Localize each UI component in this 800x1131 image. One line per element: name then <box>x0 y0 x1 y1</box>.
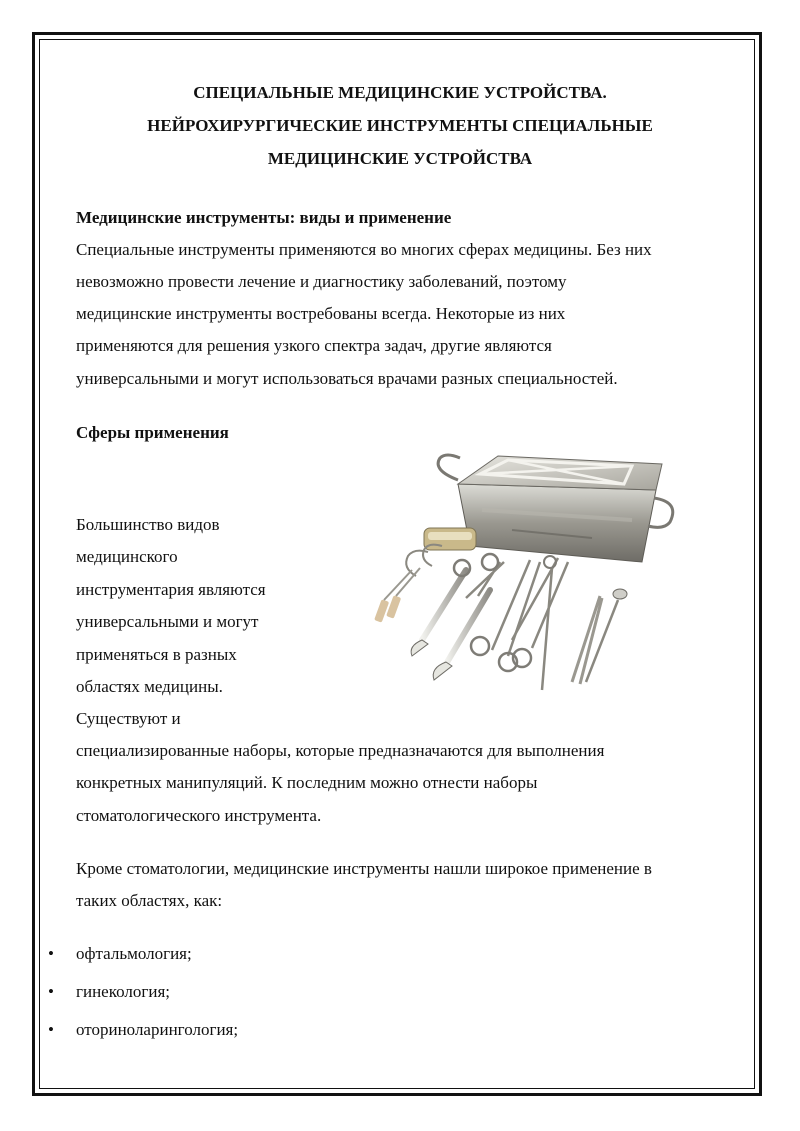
section-heading-instruments: Медицинские инструменты: виды и применение <box>76 208 452 227</box>
paragraph-line: таких областях, как: <box>76 891 223 910</box>
paragraph-line: областях медицины. <box>76 677 223 696</box>
title-line-3: МЕДИЦИНСКИЕ УСТРОЙСТВА <box>267 149 533 168</box>
paragraph-line: Существуют и <box>76 709 181 728</box>
paragraph-line: медицинского <box>76 547 178 566</box>
surgical-instruments-photo <box>362 450 678 698</box>
paragraph-line: универсальными и могут использоваться врачами разных специальностей. <box>76 369 618 388</box>
bullet-icon: • <box>48 982 54 1001</box>
paragraph-line: специализированные наборы, которые предназначаются для выполнения <box>76 741 605 760</box>
paragraph-line: стоматологического инструмента. <box>76 806 322 825</box>
page-title <box>60 76 740 175</box>
bullet-icon: • <box>48 944 54 963</box>
paragraph-line: применяться в разных <box>76 645 237 664</box>
paragraph-line: Специальные инструменты применяются во многих сферах медицины. Без них <box>76 240 652 259</box>
paragraph-line: инструментария являются <box>76 580 266 599</box>
title-line-2: НЕЙРОХИРУРГИЧЕСКИЕ ИНСТРУМЕНТЫ СПЕЦИАЛЬНЫЕ <box>147 116 653 135</box>
section-heading-spheres: Сферы применения <box>76 423 229 442</box>
list-item: офтальмология; <box>76 944 192 963</box>
paragraph-line: невозможно провести лечение и диагностику заболеваний, поэтому <box>76 272 567 291</box>
list-item: оториноларингология; <box>76 1020 239 1039</box>
paragraph-line: медицинские инструменты востребованы всегда. Некоторые из них <box>76 304 566 323</box>
paragraph-line: универсальными и могут <box>76 612 259 631</box>
paragraph-line: Большинство видов <box>76 515 220 534</box>
bullet-icon: • <box>48 1020 54 1039</box>
paragraph-line: Кроме стоматологии, медицинские инструменты нашли широкое применение в <box>76 859 652 878</box>
title-line-1: СПЕЦИАЛЬНЫЕ МЕДИЦИНСКИЕ УСТРОЙСТВА. <box>193 83 607 102</box>
paragraph-line: конкретных манипуляций. К последним можно отнести наборы <box>76 773 538 792</box>
paragraph-line: применяются для решения узкого спектра задач, другие являются <box>76 336 552 355</box>
list-item: гинекология; <box>76 982 170 1001</box>
